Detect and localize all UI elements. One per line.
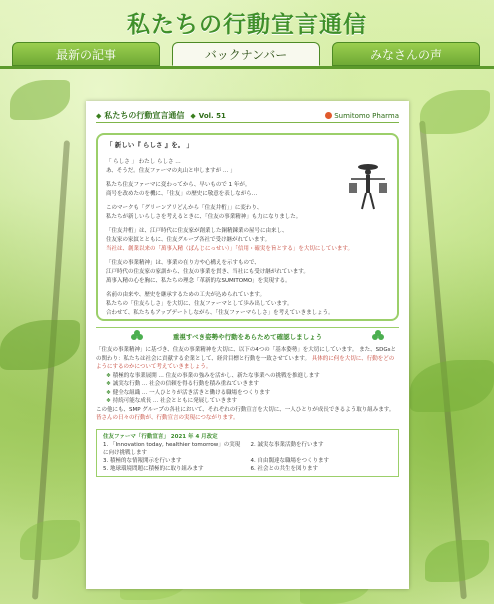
feature-paragraph: 名前の由来や、歴史を継承するための工夫が込められています。 私たちの「住友らしさ」を大切に、住友ファーマとして歩み出しています。 合わせて、私たちもアップデートしながら、「住友ファーマらしさ」を考えていきましょう。 [106, 292, 334, 316]
declaration-item: 4. 自由闊達な職場をつくります [250, 457, 329, 464]
tab-underline [0, 66, 494, 69]
clover-icon [371, 329, 385, 343]
section-body: 「住友の事業精神」に基づき、住友の事業精神を大切に、以下の4つの「基本姿勢」を大切にしています。 また、SDGsとの関わり：私たちは社会に貢献する企業として、経営目標と行動を一致させています。 具体的に何を大切に、行動をどのようにするのかについて考えていきましょう。 ❖ 積極的な事業展開 … 住友の事業の強みを活かし、新たな事業への挑戦を推進します ❖ 誠実な行動 … 社会の信頼を得る行動を積み重ねていきます ❖ 健全な組織 … 一人ひとりが活き活きと働ける職場をつくります ❖ 持続可能な成長 … 社会とともに発展していきます この他にも、SMP グループの各社において、それぞれの行動宣言を大切に、一人ひとりが成長できるよう取り組みます。 皆さんの日々の行動が、行動宣言の実現につながります。 [96, 346, 399, 423]
list-item: ❖ 健全な組織 … 一人ひとりが活き活きと働ける職場をつくります [106, 389, 399, 398]
nav-tabs [0, 42, 494, 68]
brand-logo: Sumitomo Pharma [325, 112, 399, 120]
declaration-title: 住友ファーマ「行動宣言」 2021 年 4 月改定 [103, 433, 218, 440]
newsletter-page [86, 101, 409, 589]
feature-paragraph: 「 らしさ 」 わたし らしさ … あ、そうだ。住友ファーマの丸山と申しますが … 」 [106, 159, 236, 174]
list-item: ❖ 誠実な行動 … 社会の信頼を得る行動を積み重ねていきます [106, 380, 399, 389]
tab-back-numbers[interactable]: バックナンバー [172, 42, 320, 66]
site-title: 私たちの行動宣言通信 [127, 12, 367, 38]
feature-paragraph: 「住友井桁」は、江戸時代に住友家が創業した銅精錬業の屋号に由来し、 住友家の家紋とともに、住友グループ各社で受け継がれています。 当社は、創業以来の「萬事入精（ばんじにっせい）」「信用・確実を旨とする」を大切にしています。 [106, 228, 353, 252]
list-item: ❖ 持続可能な成長 … 社会とともに発展していきます [106, 397, 399, 406]
feature-box [96, 133, 399, 321]
declaration-item: 2. 誠実な事業活動を行います [250, 441, 324, 448]
tab-latest-articles[interactable]: 最新の記事 [12, 42, 160, 66]
feature-paragraph: 「住友の事業精神」は、事業の在り方や心構えを示すもので、 江戸時代の住友家の家訓から、住友の事業を貫き、当社にも受け継がれています。 萬事入精の心を胸に、私たちの理念「革新的なSUMITOMO」を実現する。 [106, 260, 309, 284]
feature-lead: 「 新しい『 らしさ 』を。 」 [106, 141, 194, 149]
volume-number: Vol. 51 [198, 111, 226, 120]
diamond-icon: ◆ [190, 111, 196, 120]
feature-paragraph: このマークも「グリーンアリどんから「住友井桁」」に変わり、 私たちが新しいらしさを考えるときに、「住友の事業精神」も力になりました。 [106, 205, 302, 220]
newsletter-title: 私たちの行動宣言通信 [104, 111, 185, 120]
tab-readers-voices[interactable]: みなさんの声 [332, 42, 480, 66]
clover-icon [130, 329, 144, 343]
declaration-item: 1. 「Innovation today, healthier tomorrow」の実現に向け挑戦します [103, 441, 241, 456]
principle-list [96, 372, 399, 406]
declaration-box [96, 429, 399, 477]
peddler-illustration-icon [349, 161, 387, 211]
brand-mark-icon [325, 112, 332, 119]
declaration-item: 6. 社会との共生を図ります [250, 465, 318, 472]
diamond-icon: ◆ [96, 111, 102, 120]
section-title: 重視すべき姿勢や行動をあらためて確認しましょう [96, 327, 399, 341]
declaration-item: 3. 積極的な情報開示を行います [103, 457, 182, 464]
feature-paragraph: 私たち住友ファーマに変わってから、早いもので 1 年が。 商号を改めたのを機に、「住友」の歴史に敬意を表しながら… [106, 182, 258, 197]
declaration-item: 5. 地球環境問題に積極的に取り組みます [103, 465, 204, 472]
newsletter-header [96, 109, 399, 123]
list-item: ❖ 積極的な事業展開 … 住友の事業の強みを活かし、新たな事業への挑戦を推進します [106, 372, 399, 381]
